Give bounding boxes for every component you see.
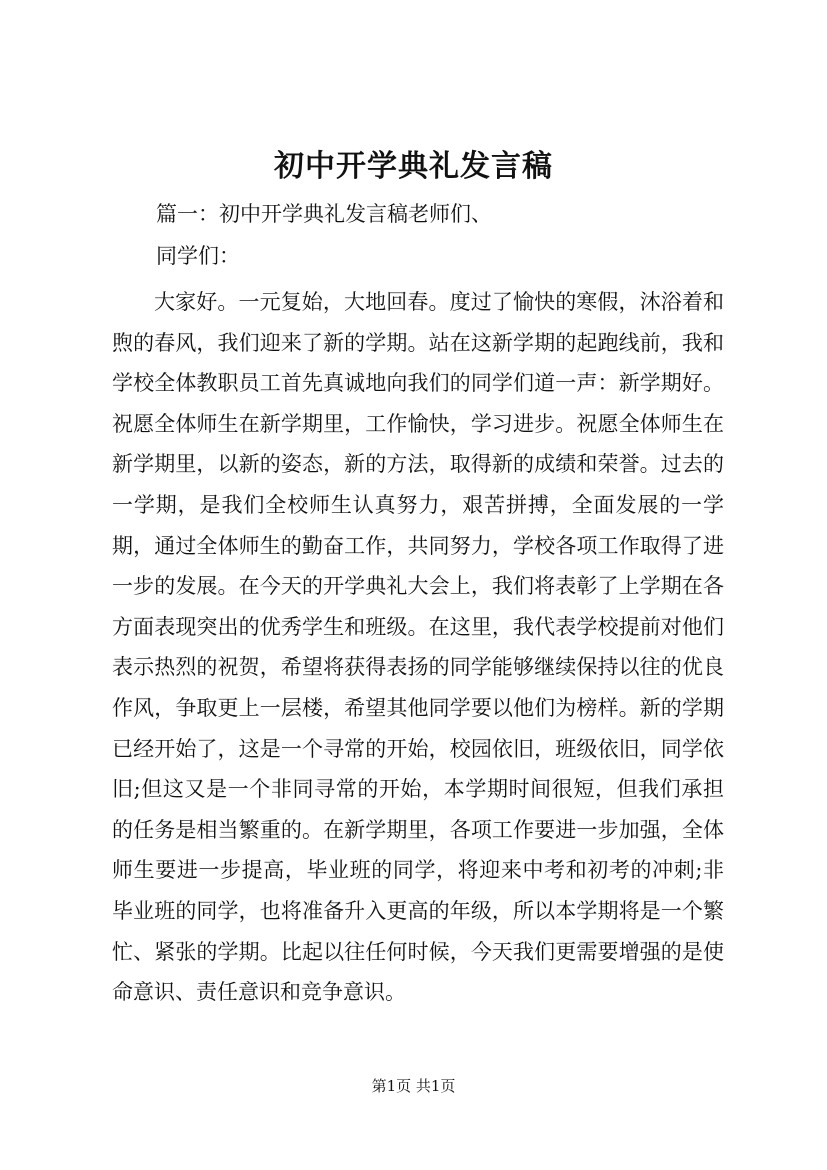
greeting-line: 同学们： xyxy=(156,244,240,268)
subtitle-line: 篇一：初中开学典礼发言稿老师们、 xyxy=(156,202,492,226)
page-footer: 第1页 共1页 xyxy=(371,1077,456,1095)
document-title: 初中开学典礼发言稿 xyxy=(274,149,553,184)
body-paragraph: 大家好。一元复始，大地回春。度过了愉快的寒假，沐浴着和煦的春风，我们迎来了新的学期。站在这新学期的起跑线前，我和学校全体教职员工首先真诚地向我们的同学们道一声：新学期好。祝愿全体师生在新学期里，工作愉快，学习进步。祝愿全体师生在新学期里，以新的姿态，新的方法，取得新的成绩和荣誉。过去的一学期，是我们全校师生认真努力，艰苦拼搏，全面发展的一学期，通过全体师生的勤奋工作，共同努力，学校各项工作取得了进一步的发展。在今天的开学典礼大会上，我们将表彰了上学期在各方面表现突出的优秀学生和班级。在这里，我代表学校提前对他们表示热烈的祝贺，希望将获得表扬的同学能够继续保持以往的优良作风，争取更上一层楼，希望其他同学要以他们为榜样。新的学期已经开始了，这是一个寻常的开始，校园依旧，班级依旧，同学依旧;但这又是一个非同寻常的开始，本学期时间很短，但我们承担的任务是相当繁重的。在新学期里，各项工作要进一步加强，全体师生要进一步提高，毕业班的同学，将迎来中考和初考的冲刺;非毕业班的同学，也将准备升入更高的年级，所以本学期将是一个繁忙、紧张的学期。比起以往任何时候，今天我们更需要增强的是使命意识、责任意识和竞争意识。 xyxy=(112,290,724,1005)
